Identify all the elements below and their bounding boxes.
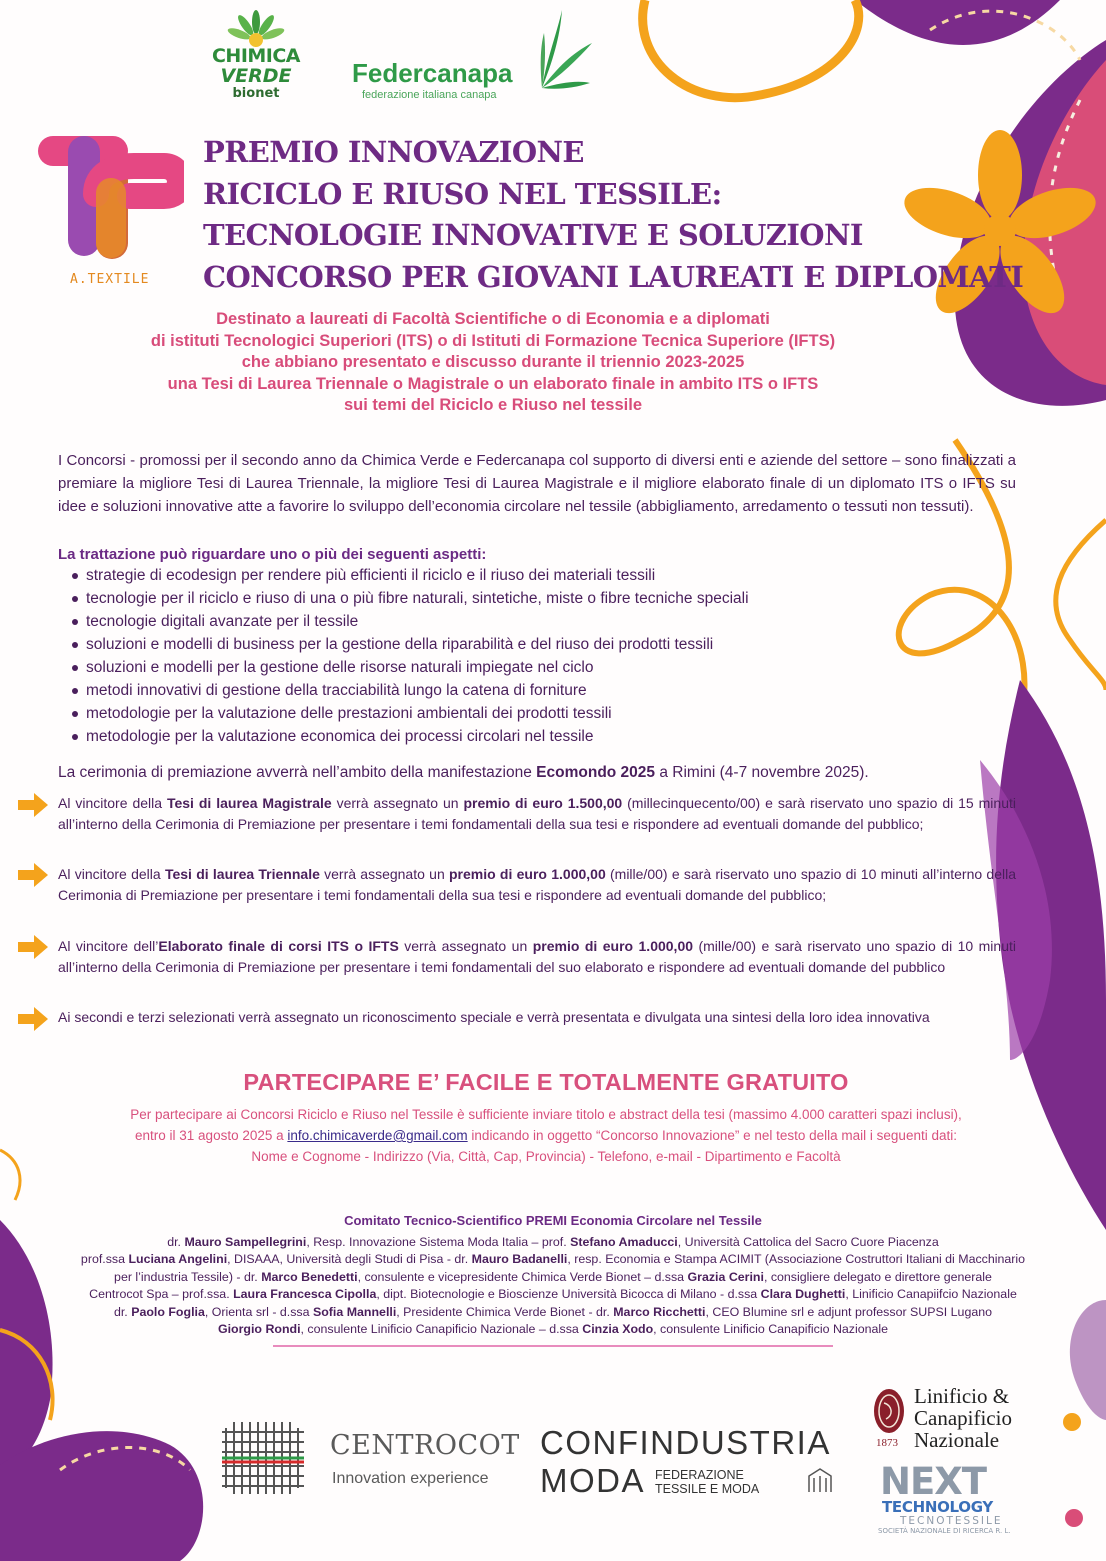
member-role: , Presidente Chimica Verde Bionet - dr. [396, 1304, 614, 1319]
award-triennale [58, 864, 1016, 906]
member-role: , CEO Blumine srl e adjunt professor SUPSI Lugano [705, 1304, 993, 1319]
federcanapa-logo [352, 8, 592, 103]
member-role: prof.ssa [80, 1252, 129, 1266]
confindustria-emblem-icon [805, 1466, 835, 1496]
member-role: , consulente Linificio Canapificio Nazionale [653, 1322, 889, 1336]
tecnotessile-label: TECNOTESSILE [900, 1515, 1003, 1527]
atextile-caption: A.TEXTILE [70, 272, 150, 287]
atextile-logo [34, 134, 184, 294]
founding-year: 1873 [876, 1437, 898, 1449]
title-line: PREMIO INNOVAZIONE [203, 135, 584, 169]
confindustria-moda-logo [540, 1424, 840, 1504]
award-prize: premio di euro 1.000,00 [449, 866, 606, 882]
member-name: Clara Dughetti [760, 1287, 846, 1301]
arrow-right-icon [18, 862, 48, 888]
cta-instructions [30, 1104, 1062, 1167]
linificio-seal-icon [872, 1387, 906, 1435]
list-item: metodologie per la valutazione economica dei processi circolari nel tessile [70, 725, 970, 748]
federcanapa-name: Federcanapa [352, 58, 513, 88]
confindustria-label: CONFINDUSTRIA [540, 1424, 831, 1461]
list-item: metodi innovativi di gestione della tracciabilità lungo la catena di forniture [70, 679, 970, 702]
committee-members [28, 1234, 1078, 1339]
technology-label: TECHNOLOGY [882, 1498, 993, 1516]
award-text: (millecinquecento/00) e sarà riservato uno spazio di 15 minuti all’interno della Cerimonia di Premiazione per presentare i temi fondamentali della sua tesi e rispondere ad eventuali domande del pubblico; [58, 795, 1016, 832]
title-line: CONCORSO PER GIOVANI LAUREATI E DIPLOMATI [203, 259, 1024, 294]
federazione-line: FEDERAZIONE [655, 1468, 744, 1482]
intro-block [40, 309, 946, 417]
member-name: Stefano Amaducci [570, 1234, 678, 1249]
list-item: metodologie per la valutazione delle prestazioni ambientali dei prodotti tessili [70, 702, 970, 725]
bionet-label: bionet [232, 86, 280, 101]
award-text: Ai secondi e terzi selezionati verrà assegnato un riconoscimento speciale e verrà presentata e divulgata una sintesi della loro idea innovativa [58, 1009, 930, 1025]
list-item: tecnologie per il riciclo e riuso di una o più fibre naturali, sintetiche, miste o fibre tecniche speciali [70, 587, 970, 610]
intro-line: Destinato a laureati di Facoltà Scientifiche o di Economia e a diplomati [216, 310, 770, 328]
centrocot-tagline: Innovation experience [332, 1470, 489, 1487]
member-name: Giorgio Rondi [217, 1322, 301, 1336]
intro-line: che abbiano presentato e discusso durante il triennio 2023-2025 [241, 353, 745, 371]
federcanapa-subtitle: federazione italiana canapa [362, 89, 497, 101]
title-line: TECNOLOGIE INNOVATIVE E SOLUZIONI [203, 218, 863, 252]
federazione-label [655, 1468, 759, 1496]
award-category: Elaborato finale di corsi ITS o IFTS [158, 938, 399, 954]
member-role: per l’industria Tessile) - dr. [114, 1269, 262, 1284]
award-text: verrà assegnato un [319, 866, 449, 882]
centrocot-name: CENTROCOT [330, 1430, 520, 1461]
member-role: , Resp. Innovazione Sistema Moda Italia – prof. [306, 1234, 571, 1249]
award-text: (mille/00) e sarà riservato uno spazio di 10 minuti all’interno della Cerimonia di Premiazione per presentare i temi fondamentali della sua tesi e rispondere ad eventuali domande del pubblico; [58, 866, 1017, 903]
intro-line: una Tesi di Laurea Triennale o Magistrale o un elaborato finale in ambito ITS o IFTS [167, 374, 819, 393]
member-role: Centrocot Spa – prof.ssa. [89, 1287, 234, 1301]
centrocot-grid-icon [220, 1418, 320, 1498]
chimica-verde-logo [196, 10, 316, 105]
canapificio-line: Canapificio [914, 1406, 1012, 1430]
member-role: dr. [113, 1304, 132, 1319]
member-name: Marco Benedetti [261, 1269, 358, 1284]
arrow-right-icon [18, 1006, 48, 1032]
societa-label: SOCIETÀ NAZIONALE DI RICERCA R. L. [878, 1527, 1011, 1535]
intro-paragraph: I Concorsi - promossi per il secondo anno da Chimica Verde e Federcanapa col supporto di diversi enti e aziende del settore – sono finalizzati a premiare la migliore Tesi di Laurea Triennale, la migliore Tesi di Laurea Magistrale e il migliore elaborato finale di un diplomato ITS o IFTS su idee e soluzioni innovative atte a favorire lo sviluppo dell’economia circolare nel tessile (abbigliamento, arredamento o tessuti non tessuti). [58, 452, 1016, 515]
member-role: , resp. Economia e Stampa ACIMIT (Associazione Costruttori Italiani di Macchinario [567, 1252, 1026, 1266]
member-name: Cinzia Xodo [582, 1322, 654, 1336]
next-technology-logo [878, 1460, 1048, 1536]
divider [273, 1345, 833, 1347]
list-item: strategie di ecodesign per rendere più efficienti il riciclo e il riuso dei materiali tessili [70, 564, 970, 587]
linificio-line: Linificio & [914, 1384, 1010, 1408]
member-role: , DISAAA, Università degli Studi di Pisa - dr. [227, 1252, 472, 1266]
verde-label: VERDE [220, 65, 292, 87]
cta-line: Per partecipare ai Concorsi Riciclo e Riuso nel Tessile è sufficiente inviare titolo e abstract della tesi (massimo 4.000 caratteri spazi inclusi), [130, 1107, 962, 1122]
centrocot-logo [220, 1418, 520, 1498]
ceremony-before: La cerimonia di premiazione avverrà nell’ambito della manifestazione [58, 764, 537, 781]
chimica-label: CHIMICA [211, 45, 301, 67]
list-item: tecnologie digitali avanzate per il tessile [70, 610, 970, 633]
moda-label: MODA [540, 1462, 645, 1499]
email-link[interactable]: info.chimicaverde@gmail.com [287, 1128, 468, 1143]
award-its-ifts [58, 936, 1016, 978]
member-name: Marco Ricchetti [613, 1304, 706, 1319]
next-label: NEXT [880, 1460, 987, 1503]
arrow-right-icon [18, 792, 48, 818]
member-role: , Linificio Canapiifcio Nazionale [845, 1287, 1017, 1301]
aspects-list [70, 564, 970, 748]
member-role: , consulente Linificio Canapificio Nazionale – d.ssa [300, 1322, 583, 1336]
award-prize: premio di euro 1.500,00 [463, 795, 623, 811]
ceremony-after: a Rimini (4-7 novembre 2025). [655, 764, 869, 781]
committee-line [28, 1321, 1078, 1339]
list-item: soluzioni e modelli di business per la gestione della riparabilità e del riuso dei prodotti tessili [70, 633, 970, 656]
committee-block [28, 1212, 1078, 1347]
member-role: dr. [167, 1234, 185, 1249]
member-name: Mauro Badanelli [471, 1252, 568, 1266]
cta-line: Nome e Cognome - Indirizzo (Via, Città, Cap, Provincia) - Telefono, e-mail - Dipartimento e Facoltà [251, 1149, 841, 1164]
award-text: Al vincitore della [58, 795, 167, 811]
award-magistrale [58, 793, 1016, 835]
aspects-heading: La trattazione può riguardare uno o più dei seguenti aspetti: [58, 546, 487, 563]
member-name: Paolo Foglia [131, 1304, 205, 1319]
hemp-leaf-icon [522, 8, 592, 103]
member-name: Laura Francesca Cipolla [233, 1287, 377, 1301]
award-runners-up [58, 1007, 1016, 1028]
cta-text-span: entro il 31 agosto 2025 a [135, 1128, 288, 1143]
committee-line [28, 1304, 1078, 1322]
committee-line [28, 1286, 1078, 1304]
award-text: verrà assegnato un [331, 795, 464, 811]
member-name: Sofia Mannelli [312, 1304, 397, 1319]
arrow-right-icon [18, 934, 48, 960]
cta-heading: PARTECIPARE E’ FACILE E TOTALMENTE GRATUITO [243, 1069, 849, 1095]
cta-line [30, 1125, 1062, 1146]
chimica-verde-flower-icon [224, 10, 288, 50]
committee-line [28, 1234, 1078, 1252]
member-role: , consulente e vicepresidente Chimica Verde Bionet – d.ssa [357, 1269, 688, 1284]
ceremony-event: Ecomondo 2025 [536, 764, 656, 781]
member-role: , Università Cattolica del Sacro Cuore Piacenza [677, 1234, 939, 1249]
federazione-line: TESSILE E MODA [655, 1482, 760, 1496]
award-text: Al vincitore dell’ [58, 938, 159, 954]
atextile-tr-mark-icon [34, 134, 184, 269]
member-role: , consigliere delegato e direttore generale [763, 1269, 992, 1284]
cta-text-span: indicando in oggetto “Concorso Innovazione” e nel testo della mail i seguenti dati: [467, 1128, 957, 1143]
committee-title: Comitato Tecnico-Scientifico PREMI Economia Circolare nel Tessile [344, 1213, 762, 1228]
ceremony-text [58, 761, 1016, 784]
title-line: RICICLO E RIUSO NEL TESSILE: [203, 176, 722, 211]
linificio-logo [870, 1383, 1050, 1463]
list-item: soluzioni e modelli per la gestione delle risorse naturali impiegate nel ciclo [70, 656, 970, 679]
committee-line [28, 1269, 1078, 1287]
award-category: Tesi di laurea Triennale [164, 866, 320, 882]
member-role: , dipt. Biotecnologie e Bioscienze Università Bicocca di Milano - d.ssa [376, 1287, 761, 1301]
award-text: (mille/00) e sarà riservato uno spazio di 10 minuti all’interno della Cerimonia di Premiazione per presentare i temi fondamentali del suo elaborato e rispondere ad eventuali domande del pubblico [58, 938, 1016, 975]
intro-line: di istituti Tecnologici Superiori (ITS) o di Istituti di Formazione Tecnica Superiore (IFTS) [150, 331, 836, 350]
award-text: Al vincitore della [58, 866, 165, 882]
intro-line: sui temi del Riciclo e Riuso nel tessile [343, 396, 642, 414]
main-title [203, 132, 1063, 298]
committee-line [28, 1251, 1078, 1269]
award-text: verrà assegnato un [398, 938, 533, 954]
award-prize: premio di euro 1.000,00 [532, 938, 694, 954]
member-name: Grazia Cerini [687, 1269, 764, 1284]
nazionale-line: Nazionale [914, 1428, 1000, 1452]
member-role: , Orienta srl - d.ssa [204, 1304, 313, 1319]
member-name: Mauro Sampellegrini [184, 1234, 307, 1249]
member-name: Luciana Angelini [128, 1252, 228, 1266]
award-category: Tesi di laurea Magistrale [166, 795, 332, 811]
